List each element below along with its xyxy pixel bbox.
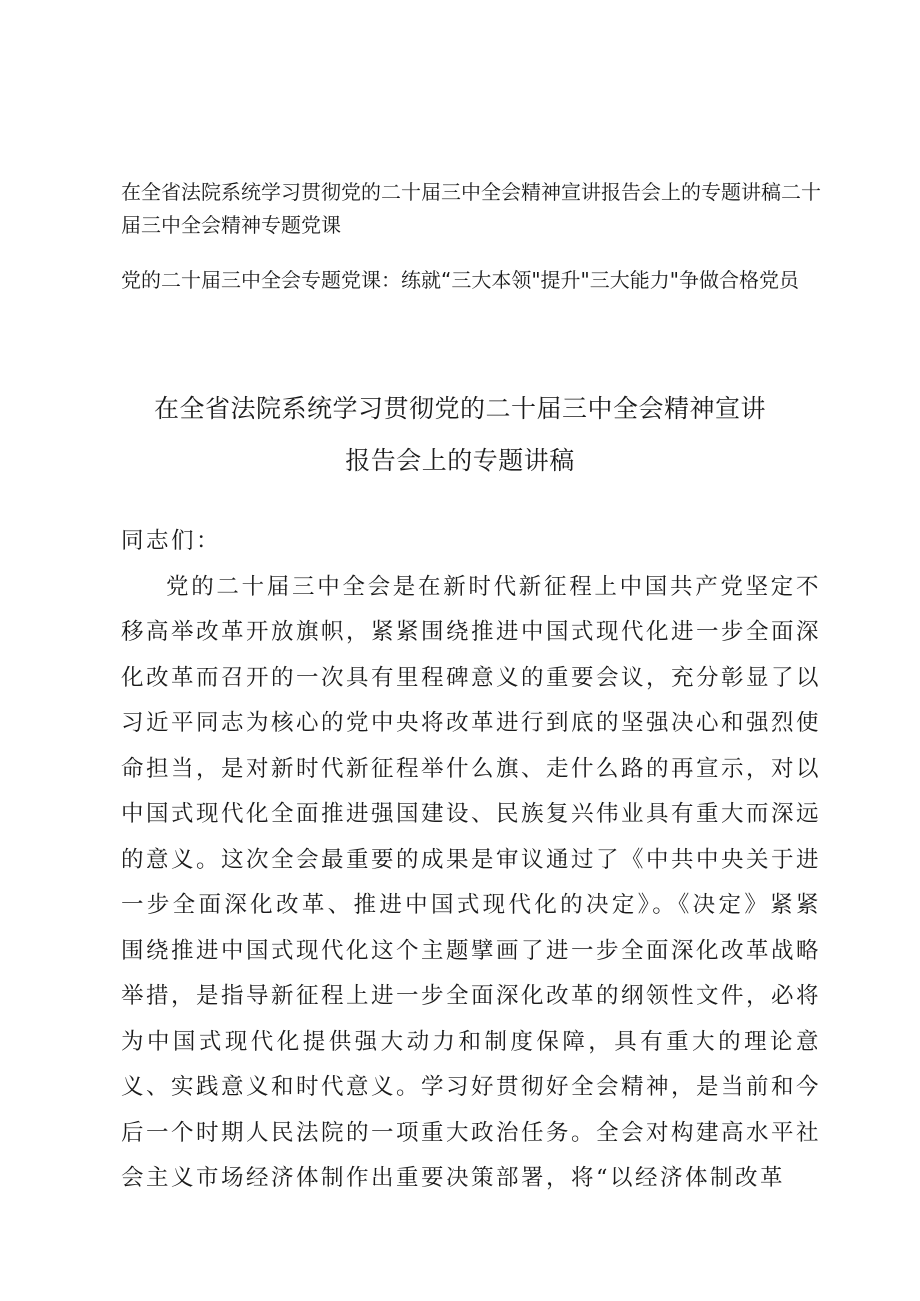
document-body [121,519,821,1202]
title-line: 在全省法院系统学习贯彻党的二十届三中全会精神宣讲 [153,394,766,423]
body-paragraph: 党的二十届三中全会是在新时代新征程上中国共产党坚定不移高举改革开放旗帜，紧紧围绕推进中国式现代化进一步全面深化改革而召开的一次具有里程碑意义的重要会议，充分彰显了以习近平同志为核心的党中央将改革进行到底的坚强决心和强烈使命担当，是对新时代新征程举什么旗、走什么路的再宣示，对以中国式现代化全面推进强国建设、民族复兴伟业具有重大而深远的意义。这次全会最重要的成果是审议通过了《中共中央关于进一步全面深化改革、推进中国式现代化的决定》。《决定》紧紧围绕推进中国式现代化这个主题擘画了进一步全面深化改革战略举措，是指导新征程上进一步全面深化改革的纲领性文件，必将为中国式现代化提供强大动力和制度保障，具有重大的理论意义、实践意义和时代意义。学习好贯彻好全会精神，是当前和今后一个时期人民法院的一项重大政治任务。全会对构建高水平社会主义市场经济体制作出重要决策部署，将“以经济体制改革 [121,573,822,1191]
title-line: 报告会上的专题讲稿 [345,446,575,475]
salutation: 同志们： [121,528,222,554]
toc-list [121,176,821,297]
document-title [100,383,820,487]
toc-entry[interactable]: 党的二十届三中全会专题党课：练就“三大本领"提升"三大能力"争做合格党员 [121,268,799,292]
toc-entry[interactable]: 在全省法院系统学习贯彻党的二十届三中全会精神宣讲报告会上的专题讲稿二十届三中全会精神专题党课 [121,180,821,237]
